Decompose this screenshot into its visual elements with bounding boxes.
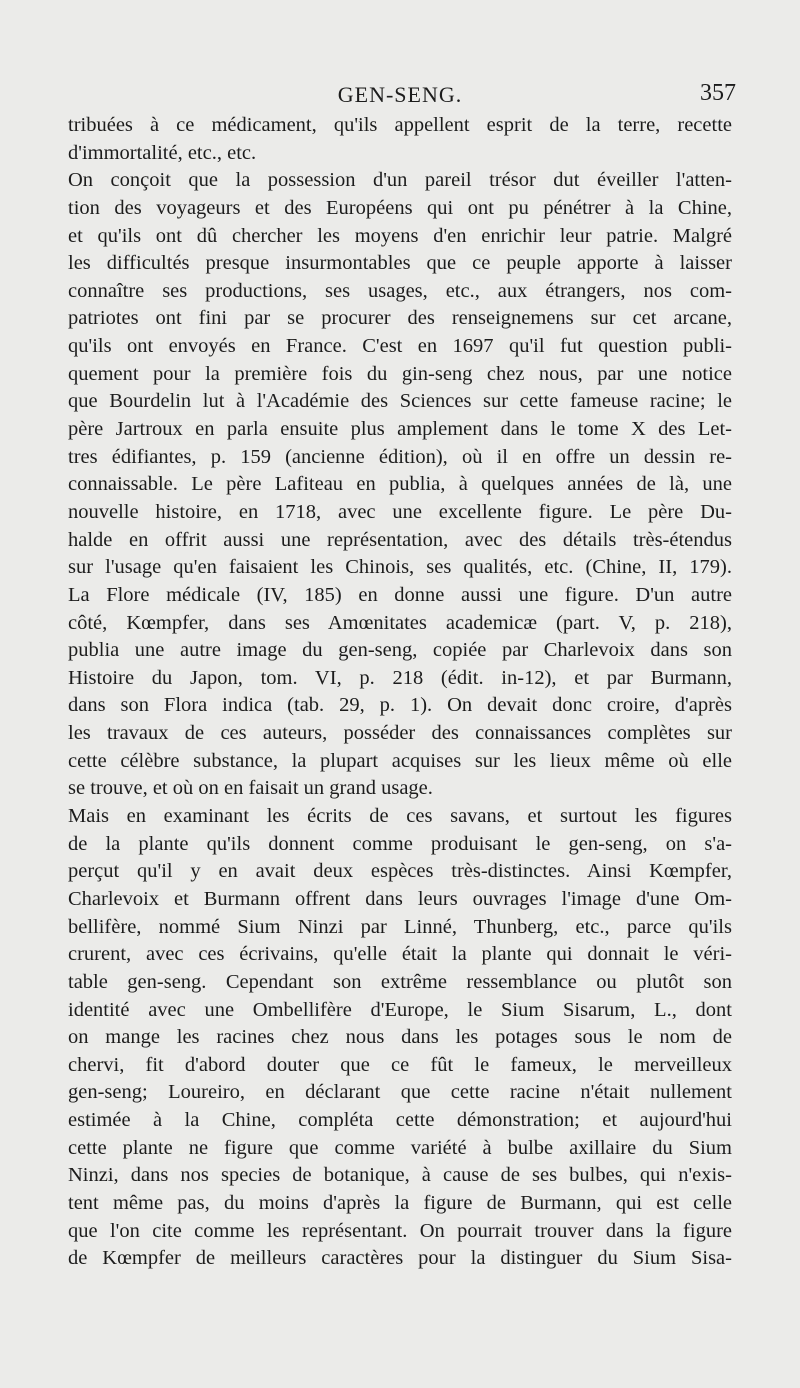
text-line: cette plante ne figure que comme variété à bulbe axillaire du Sium: [68, 1136, 732, 1159]
text-line: connaissable. Le père Lafiteau en publia, à quelques années de là, une: [68, 473, 732, 496]
text-line: Charlevoix et Burmann offrent dans leurs ouvrages l'image d'une Om-: [68, 887, 732, 910]
text-line: gen-seng; Loureiro, en déclarant que cette racine n'était nullement: [68, 1081, 732, 1104]
text-line: que Bourdelin lut à l'Académie des Sciences sur cette fameuse racine; le: [68, 390, 732, 413]
text-line: dans son Flora indica (tab. 29, p. 1). On devait donc croire, d'après: [68, 694, 732, 717]
text-line: de la plante qu'ils donnent comme produisant le gen-seng, on s'a-: [68, 832, 732, 855]
text-line: on mange les racines chez nous dans les potages sous le nom de: [68, 1026, 732, 1049]
text-line: tribuées à ce médicament, qu'ils appellent esprit de la terre, recette: [68, 114, 732, 136]
paragraph-start-line: On conçoit que la possession d'un pareil trésor dut éveiller l'atten-: [68, 169, 732, 192]
text-line: Ninzi, dans nos species de botanique, à cause de ses bulbes, qui n'exis-: [68, 1164, 732, 1187]
text-line: nouvelle histoire, en 1718, avec une excellente figure. Le père Du-: [68, 500, 732, 523]
text-line: table gen-seng. Cependant son extrême ressemblance ou plutôt son: [68, 970, 732, 993]
text-line: qu'ils ont envoyés en France. C'est en 1697 qu'il fut question publi-: [68, 335, 732, 358]
text-line: halde en offrit aussi une représentation, avec des détails très-étendus: [68, 528, 732, 551]
page-number: 357: [700, 80, 736, 106]
text-line: chervi, fit d'abord douter que ce fût le fameux, le merveilleux: [68, 1053, 732, 1076]
body-text: [68, 112, 732, 1273]
text-line: connaître ses productions, ses usages, etc., aux étrangers, nos com-: [68, 279, 732, 302]
text-line: publia une autre image du gen-seng, copiée par Charlevoix dans son: [68, 639, 732, 662]
text-line: que l'on cite comme les représentant. On pourrait trouver dans la figure: [68, 1219, 732, 1242]
text-line: La Flore médicale (IV, 185) en donne aussi une figure. D'un autre: [68, 583, 732, 606]
text-line: perçut qu'il y en avait deux espèces très-distinctes. Ainsi Kœmpfer,: [68, 860, 732, 883]
text-line: crurent, avec ces écrivains, qu'elle était la plante qui donnait le véri-: [68, 943, 732, 966]
text-line: identité avec une Ombellifère d'Europe, le Sium Sisarum, L., dont: [68, 998, 732, 1021]
text-line: patriotes ont fini par se procurer des renseignemens sur cet arcane,: [68, 307, 732, 330]
text-line: se trouve, et où on en faisait un grand usage.: [68, 777, 433, 800]
text-line: côté, Kœmpfer, dans ses Amœnitates academicæ (part. V, p. 218),: [68, 611, 732, 634]
text-line: de Kœmpfer de meilleurs caractères pour la distinguer du Sium Sisa-: [68, 1247, 732, 1270]
text-line: père Jartroux en parla ensuite plus amplement dans le tome X des Let-: [68, 418, 732, 441]
text-line: bellifère, nommé Sium Ninzi par Linné, Thunberg, etc., parce qu'ils: [68, 915, 732, 938]
text-line: sur l'usage qu'en faisaient les Chinois, ses qualités, etc. (Chine, II, 179).: [68, 556, 732, 579]
text-line: d'immortalité, etc., etc.: [68, 141, 257, 164]
page-header: [0, 80, 800, 116]
running-title: GEN-SENG.: [337, 82, 463, 107]
text-line: cette célèbre substance, la plupart acquises sur les lieux même où elle: [68, 749, 732, 772]
text-line: les travaux de ces auteurs, posséder des connaissances complètes sur: [68, 722, 732, 745]
text-line: et qu'ils ont dû chercher les moyens d'en enrichir leur patrie. Malgré: [68, 224, 732, 247]
text-line: tent même pas, du moins d'après la figure de Burmann, qui est celle: [68, 1191, 732, 1214]
text-line: les difficultés presque insurmontables que ce peuple apporte à laisser: [68, 252, 732, 275]
text-line: estimée à la Chine, compléta cette démonstration; et aujourd'hui: [68, 1109, 732, 1132]
text-line: tion des voyageurs et des Européens qui ont pu pénétrer à la Chine,: [68, 196, 732, 219]
text-line: Histoire du Japon, tom. VI, p. 218 (édit. in-12), et par Burmann,: [68, 666, 732, 689]
paragraph-start-line: Mais en examinant les écrits de ces savans, et surtout les figures: [68, 805, 732, 828]
text-line: quement pour la première fois du gin-seng chez nous, par une notice: [68, 362, 732, 385]
text-line: tres édifiantes, p. 159 (ancienne édition), où il en offre un dessin re-: [68, 445, 732, 468]
